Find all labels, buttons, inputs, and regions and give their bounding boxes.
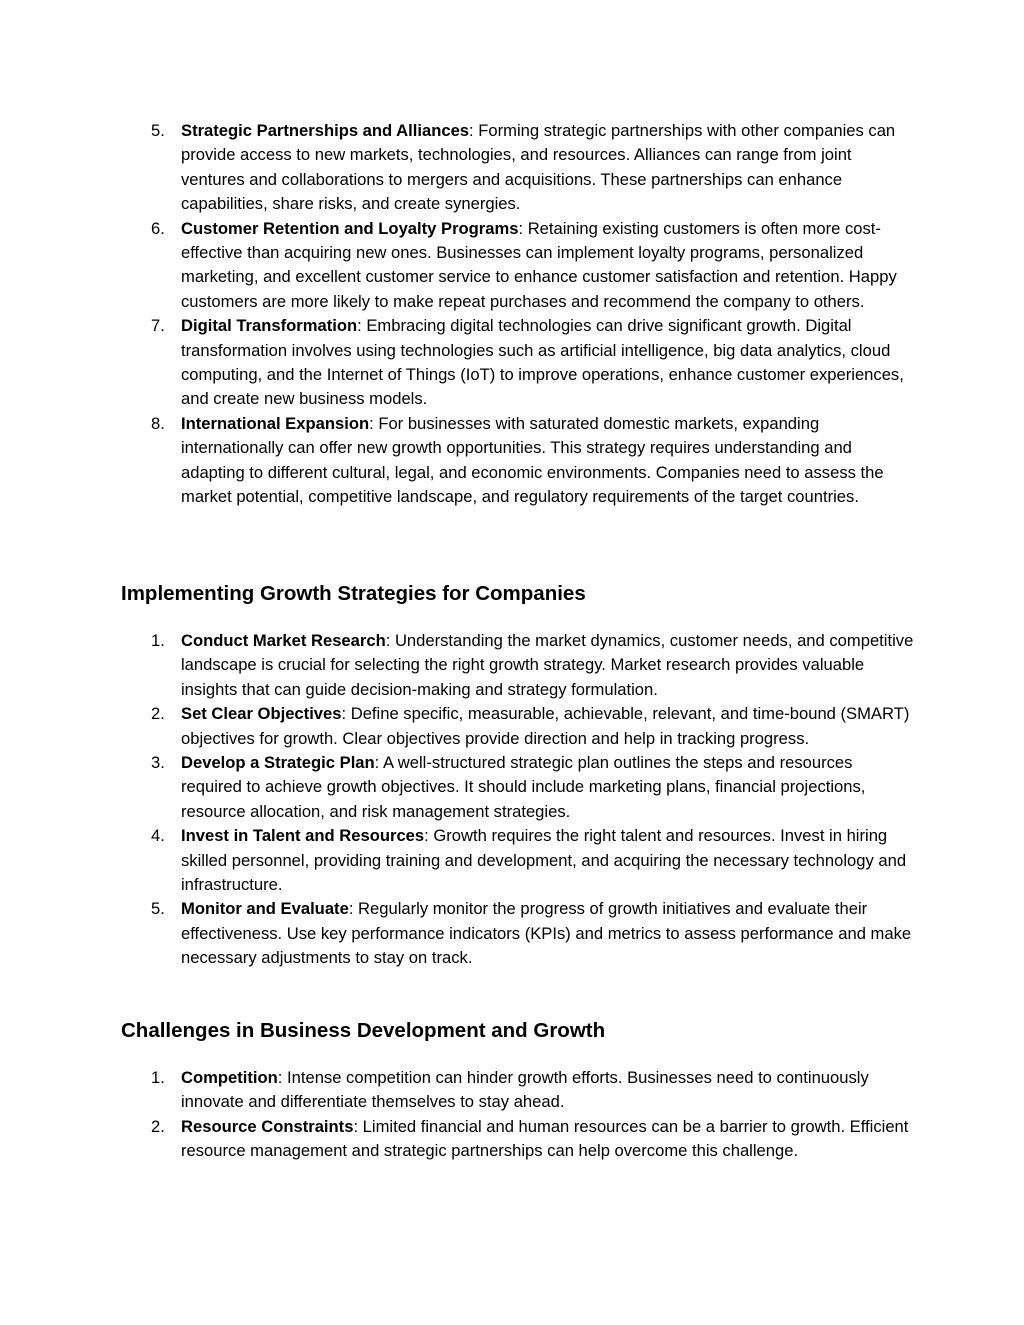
section-heading-implementing: Implementing Growth Strategies for Companies (121, 582, 586, 605)
list-item (0, 751, 1024, 824)
list-item-number: 5. (151, 121, 165, 140)
list-item-number: 8. (151, 413, 165, 433)
list-item-number: 2. (151, 1116, 165, 1136)
list-item (0, 1066, 1024, 1115)
list-item-number: 3. (151, 753, 165, 773)
list-item-term: Resource Constraints (181, 1116, 354, 1136)
list-item-text: : Define specific, measurable, achievable, relevant, and time-bound (SMART) objectives for growth. Clear objectives provide direction and help in tracking progress. (181, 704, 910, 748)
list-item-term: Set Clear Objectives (181, 704, 342, 724)
list-item (0, 824, 1024, 897)
list-item-text: : Growth requires the right talent and resources. Invest in hiring skilled personnel, providing training and development, and acquiring the necessary technology and infrastructure. (181, 826, 907, 895)
list-item-number: 1. (151, 1068, 165, 1087)
list-item (0, 119, 1024, 217)
section-heading-challenges: Challenges in Business Development and Growth (121, 1019, 606, 1042)
list-item (0, 702, 1024, 751)
list-item-number: 6. (151, 218, 165, 238)
list-item-text: : Retaining existing customers is often more cost-effective than acquiring new ones. Businesses can implement loyalty programs, personalized marketing, and excellent customer service to enhance customer satisfaction and retention. Happy customers are more likely to make repeat purchases and recommend the company to others. (181, 218, 897, 311)
list-item (0, 412, 1024, 510)
list-item-number: 4. (151, 826, 165, 846)
list-item (0, 897, 1024, 970)
list-item-number: 1. (151, 631, 165, 650)
list-item-text: : Embracing digital technologies can drive significant growth. Digital transformation involves using technologies such as artificial intelligence, big data analytics, cloud computing, and the Internet of Things (IoT) to improve operations, enhance customer experiences, and create new business models. (181, 316, 904, 409)
list-item-term: Strategic Partnerships and Alliances (181, 121, 470, 140)
list-item-text: : Understanding the market dynamics, customer needs, and competitive landscape is crucial for selecting the right growth strategy. Market research provides valuable insights that can guide decision-making and strategy formulation. (181, 631, 914, 699)
list-item (0, 217, 1024, 315)
implementing-strategies-list (0, 629, 1024, 971)
list-item (0, 629, 1024, 702)
list-item-term: International Expansion (181, 413, 370, 433)
list-item-text: : For businesses with saturated domestic markets, expanding internationally can offer new growth opportunities. This strategy requires understanding and adapting to different cultural, legal, and economic environments. Companies need to assess the market potential, competitive landscape, and regulatory requirements of the target countries. (181, 413, 884, 507)
list-item-number: 2. (151, 704, 165, 724)
list-item-text: : A well-structured strategic plan outlines the steps and resources required to achieve growth objectives. It should include marketing plans, financial projections, resource allocation, and risk management strategies. (181, 753, 866, 821)
list-item-term: Develop a Strategic Plan (181, 753, 375, 773)
list-item-text: : Limited financial and human resources can be a barrier to growth. Efficient resource management and strategic partnerships can help overcome this challenge. (181, 1116, 909, 1161)
list-item-term: Invest in Talent and Resources (181, 826, 425, 846)
list-item-text: : Regularly monitor the progress of growth initiatives and evaluate their effectiveness. Use key performance indicators (KPIs) and metrics to assess performance and make necessary adjustments to stay on track. (181, 899, 912, 968)
list-item-text: : Forming strategic partnerships with other companies can provide access to new markets, technologies, and resources. Alliances can range from joint ventures and collaborations to mergers and acquisitions. These partnerships can enhance capabilities, share risks, and create synergies. (181, 121, 896, 214)
list-item-term: Competition (181, 1068, 278, 1087)
list-item-term: Digital Transformation (181, 316, 358, 336)
growth-strategies-list-continued (0, 119, 1024, 510)
list-item (0, 1115, 1024, 1164)
challenges-list (0, 1066, 1024, 1164)
list-item-term: Monitor and Evaluate (181, 899, 349, 919)
list-item-term: Customer Retention and Loyalty Programs (181, 218, 519, 238)
list-item-term: Conduct Market Research (181, 631, 386, 650)
list-item-text: : Intense competition can hinder growth efforts. Businesses need to continuously innovate and differentiate themselves to stay ahead. (181, 1068, 869, 1112)
list-item-number: 5. (151, 899, 165, 919)
list-item-number: 7. (151, 316, 165, 336)
list-item (0, 314, 1024, 412)
